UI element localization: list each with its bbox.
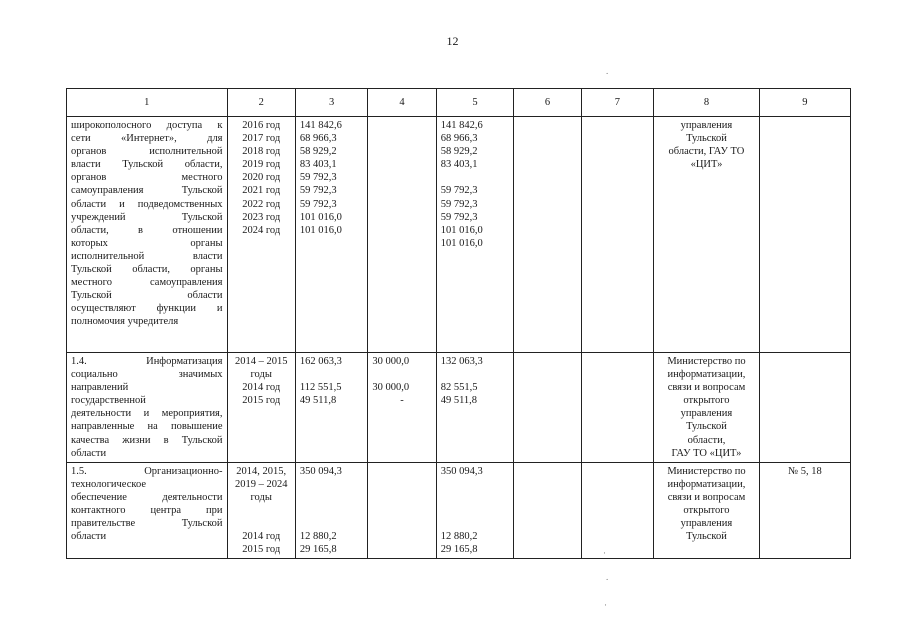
row-responsible-line: открытого (683, 505, 730, 517)
row-regional-line: 83 403,1 (440, 159, 478, 171)
row-periods-line: 2014 – 2015 (234, 356, 288, 367)
row-periods-line: 2022 год (242, 198, 281, 210)
row-regional-line (441, 368, 510, 381)
row-col6 (514, 462, 581, 559)
row-description-line: направлений (71, 382, 129, 394)
row-responsible-line: Министерство по (667, 356, 746, 367)
row-description-line: органов местного (71, 172, 223, 184)
column-header: 6 (514, 89, 581, 117)
row-responsible-line: связи и вопросам (667, 491, 746, 503)
row-regional (436, 353, 514, 463)
row-total-line: 141 842,6 (299, 120, 342, 131)
row-description-line: органов исполнительной (71, 146, 223, 158)
row-total-line: 101 016,0 (299, 224, 342, 236)
row-regional-line (441, 171, 510, 184)
row-periods-line: 2015 год (242, 395, 281, 407)
row-indicators (759, 353, 850, 463)
row-responsible-line: области, ГАУ ТО (668, 146, 745, 158)
row-total-line: 101 016,0 (299, 211, 342, 223)
row-total-line (300, 504, 363, 517)
row-regional-line: 59 792,3 (440, 185, 478, 197)
row-periods-line: 2014 год (242, 531, 281, 543)
row-col6 (514, 353, 581, 463)
row-description-line: области (71, 447, 107, 459)
row-col7 (581, 117, 653, 353)
row-periods-line: 2017 год (242, 133, 281, 145)
row-responsible-line: Тульской (686, 531, 727, 543)
row-total-line (300, 491, 363, 504)
column-header: 4 (368, 89, 436, 117)
row-indicators (759, 117, 850, 353)
row-periods-line (232, 504, 291, 517)
row-responsible-line: Министерство по (667, 465, 746, 477)
row-periods-line: 2023 год (242, 211, 281, 223)
column-header: 1 (67, 89, 228, 117)
row-responsible (654, 117, 760, 353)
row-total-line: 59 792,3 (299, 185, 337, 197)
row-federal-line: - (400, 395, 404, 407)
row-total (295, 353, 367, 463)
page-number: 12 (446, 34, 459, 48)
row-federal (368, 462, 436, 559)
row-description-line: области (71, 531, 107, 543)
table-row (67, 117, 851, 353)
row-col6 (514, 117, 581, 353)
row-periods-line: 2014 год (242, 382, 281, 394)
row-regional (436, 462, 514, 559)
row-periods-line: 2016 год (242, 120, 281, 131)
row-regional-line: 12 880,2 (440, 531, 478, 543)
row-total-line: 162 063,3 (299, 356, 342, 367)
row-description-line: государственной (71, 395, 146, 407)
row-col7 (581, 462, 653, 559)
row-regional-line: 68 966,3 (440, 133, 478, 145)
row-regional (436, 117, 514, 353)
row-periods-line: 2024 год (242, 224, 281, 236)
row-responsible (654, 462, 760, 559)
column-header: 7 (581, 89, 653, 117)
row-regional-line: 49 511,8 (440, 395, 478, 407)
row-periods-line: 2020 год (242, 172, 281, 184)
row-regional-line (441, 504, 510, 517)
row-federal (368, 353, 436, 463)
row-responsible-line: «ЦИТ» (690, 159, 723, 171)
row-periods-line: 2018 год (242, 146, 281, 158)
row-description-line: качества жизни в Тульской (71, 434, 223, 446)
row-description-line: которых органы (71, 237, 223, 249)
row-description-line: обеспечение деятельности (71, 491, 223, 503)
row-description-line: осуществляют функции и (71, 303, 223, 315)
row-total-line (300, 478, 363, 491)
row-regional-line: 101 016,0 (440, 224, 483, 236)
row-indicators: № 5, 18 (759, 462, 850, 559)
row-periods-line: 2014, 2015, (236, 465, 287, 477)
row-total-line: 112 551,5 (299, 382, 342, 394)
row-federal-line: 30 000,0 (372, 382, 410, 394)
row-total (295, 462, 367, 559)
row-periods-line: годы (250, 369, 272, 381)
row-col7 (581, 353, 653, 463)
row-description-line: социально значимых (71, 369, 223, 381)
row-total-line: 350 094,3 (299, 465, 342, 477)
column-header: 2 (227, 89, 295, 117)
row-responsible-line: информатизации, (667, 478, 746, 490)
row-responsible-line: Тульской (686, 421, 727, 433)
row-responsible-line: открытого (683, 395, 730, 407)
row-description-line: власти Тульской области, (71, 159, 223, 171)
row-description-line: технологическое (71, 478, 146, 490)
row-description-line: широкополосного доступа к (71, 120, 223, 131)
row-total (295, 117, 367, 353)
row-description-line: правительстве Тульской (71, 518, 223, 530)
row-description-line: контактного центра при (71, 505, 223, 517)
program-table (66, 88, 851, 559)
row-description-line: учреждений Тульской (71, 211, 223, 223)
row-regional-line: 29 165,8 (440, 544, 478, 556)
row-description-line: 1.5. Организационно- (71, 465, 223, 477)
row-description-line: Тульской области, органы (71, 264, 223, 276)
row-responsible-line: управления (680, 120, 733, 131)
row-total-line: 59 792,3 (299, 172, 337, 184)
row-total-line (300, 368, 363, 381)
row-periods (227, 353, 295, 463)
row-regional-line (441, 478, 510, 491)
row-total-line: 59 792,3 (299, 198, 337, 210)
header-row (67, 89, 851, 117)
row-description-line: самоуправления Тульской (71, 185, 223, 197)
row-regional-line (441, 517, 510, 530)
row-description-line: сети «Интернет», для (71, 133, 223, 145)
row-responsible-line: связи и вопросам (667, 382, 746, 394)
row-description-line: направленные на повышение (71, 421, 223, 433)
table-row (67, 353, 851, 463)
row-description-line: области и подведомственных (71, 198, 223, 210)
row-periods-line: 2019 – 2024 (234, 478, 288, 490)
column-header: 8 (654, 89, 760, 117)
scan-mark: . (606, 572, 609, 582)
scan-mark: . (606, 66, 609, 76)
scan-mark: · (604, 600, 607, 610)
row-federal-line (372, 368, 431, 381)
row-periods-line (232, 517, 291, 530)
row-description-line: исполнительной власти (71, 250, 223, 262)
row-periods-line: годы (250, 491, 272, 503)
row-total-line (300, 517, 363, 530)
row-regional-line: 58 929,2 (440, 146, 478, 158)
column-header: 5 (436, 89, 514, 117)
row-federal (368, 117, 436, 353)
row-total-line: 58 929,2 (299, 146, 337, 158)
row-description-line: Тульской области (71, 290, 223, 302)
table-row (67, 462, 851, 559)
row-total-line: 29 165,8 (299, 544, 337, 556)
row-description (67, 462, 228, 559)
row-periods-line: 2015 год (242, 544, 281, 556)
row-total-line: 83 403,1 (299, 159, 337, 171)
row-regional-line: 59 792,3 (440, 211, 478, 223)
row-responsible-line: Тульской (686, 133, 727, 145)
column-header: 9 (759, 89, 850, 117)
row-regional-line: 82 551,5 (440, 382, 478, 394)
row-responsible-line: области, (687, 434, 726, 446)
row-description-line: деятельности и мероприятия, (71, 408, 223, 420)
row-responsible (654, 353, 760, 463)
row-regional-line: 101 016,0 (440, 237, 483, 249)
row-description (67, 353, 228, 463)
row-description-line: местного самоуправления (71, 277, 223, 289)
column-header: 3 (295, 89, 367, 117)
row-responsible-line: управления (680, 408, 733, 420)
row-regional-line (441, 491, 510, 504)
row-regional-line: 59 792,3 (440, 198, 478, 210)
scan-mark: · (603, 548, 606, 558)
row-description-line: полномочия учредителя (71, 316, 179, 328)
row-regional-line: 132 063,3 (440, 356, 483, 367)
row-periods-line: 2021 год (242, 185, 281, 197)
row-total-line: 49 511,8 (299, 395, 337, 407)
row-federal-line: 30 000,0 (372, 356, 410, 367)
row-responsible-line: ГАУ ТО «ЦИТ» (671, 447, 742, 459)
row-periods-line: 2019 год (242, 159, 281, 171)
row-description (67, 117, 228, 353)
row-periods (227, 117, 295, 353)
row-total-line: 68 966,3 (299, 133, 337, 145)
row-regional-line: 141 842,6 (440, 120, 483, 131)
row-total-line: 12 880,2 (299, 531, 337, 543)
row-description-line: области, в отношении (71, 224, 223, 236)
row-periods (227, 462, 295, 559)
row-regional-line: 350 094,3 (440, 465, 483, 477)
row-responsible-line: информатизации, (667, 369, 746, 381)
row-responsible-line: управления (680, 518, 733, 530)
row-description-line: 1.4. Информатизация (71, 356, 223, 367)
